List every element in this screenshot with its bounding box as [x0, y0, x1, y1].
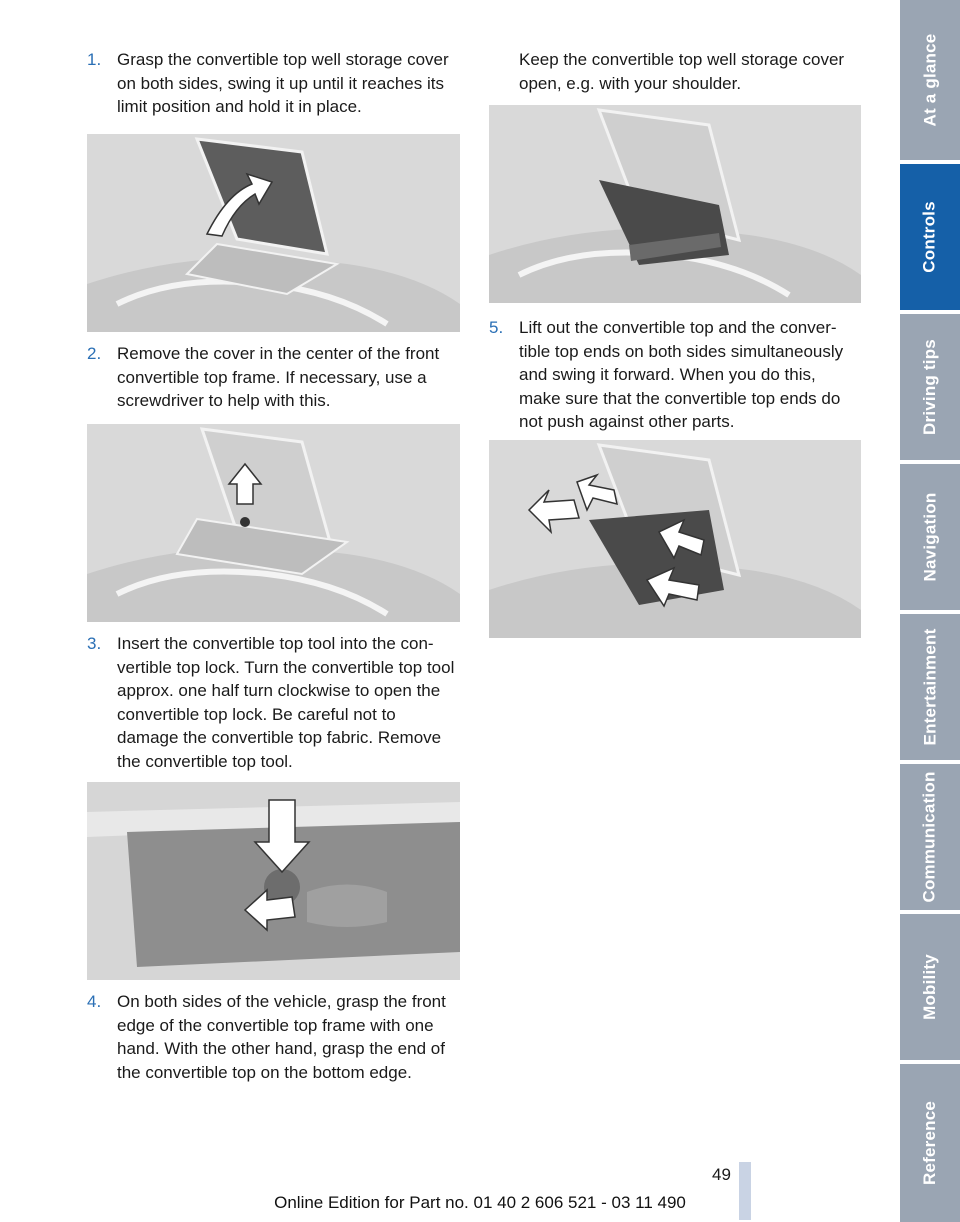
step-number: 3.: [87, 634, 102, 653]
step-text: Lift out the convertible top and the conver-tible top ends on both sides simultaneously and swing it forward. When you do this, make sure that the convertible top ends do not push against other parts.: [519, 318, 844, 431]
step-number: 2.: [87, 344, 102, 363]
step-number: 5.: [489, 318, 504, 337]
tab-navigation[interactable]: Navigation: [900, 464, 960, 610]
right-intro-text: Keep the convertible top well storage cover open, e.g. with your shoulder.: [519, 50, 845, 93]
footer-text: Online Edition for Part no. 01 40 2 606 521 - 03 11 490: [274, 1193, 686, 1212]
figure-lift-top: [489, 440, 861, 638]
right-intro-block: [489, 48, 861, 95]
tab-controls[interactable]: Controls: [900, 164, 960, 310]
figure-remove-cover: [87, 424, 460, 622]
figure-hold-cover: [489, 105, 861, 303]
tab-entertainment[interactable]: Entertainment: [900, 614, 960, 760]
step-3: [87, 632, 460, 773]
step-5: [489, 316, 861, 434]
step-text: Remove the cover in the center of the front convertible top frame. If necessary, use a screwdriver to help with this.: [117, 344, 440, 410]
step-4: [87, 990, 460, 1084]
step-text: Grasp the convertible top well storage cover on both sides, swing it up until it reaches its limit position and hold it in place.: [117, 50, 449, 116]
figure-top-lock: [87, 782, 460, 980]
tab-communication[interactable]: Communication: [900, 764, 960, 910]
tab-reference[interactable]: Reference: [900, 1064, 960, 1222]
section-tabs: [900, 0, 960, 1222]
tab-mobility[interactable]: Mobility: [900, 914, 960, 1060]
tab-at-a-glance[interactable]: At a glance: [900, 0, 960, 160]
step-2: [87, 342, 460, 413]
figure-storage-cover-open: [87, 134, 460, 332]
step-1: [87, 48, 460, 119]
page-number: 49: [712, 1165, 731, 1184]
tab-driving-tips[interactable]: Driving tips: [900, 314, 960, 460]
step-number: 1.: [87, 50, 102, 69]
step-text: Insert the convertible top tool into the con-vertible top lock. Turn the convertible top tool approx. one half turn clockwise to open the convertible top lock. Be careful not to damage the convertible top fabric. Remove the convertible top tool.: [117, 634, 455, 771]
step-number: 4.: [87, 992, 102, 1011]
step-text: On both sides of the vehicle, grasp the front edge of the convertible top frame with one hand. With the other hand, grasp the end of the convertible top on the bottom edge.: [117, 992, 446, 1082]
